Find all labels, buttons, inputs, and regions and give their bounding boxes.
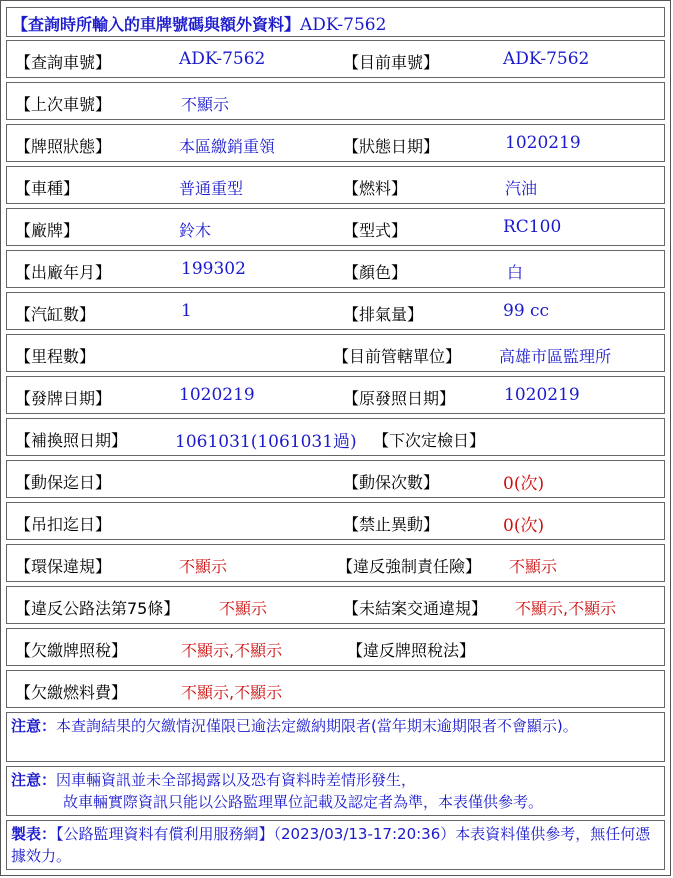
label-fuel: 【燃料】	[343, 179, 408, 198]
note-disclaimer-label: 注意：	[11, 771, 57, 789]
row-mileage	[6, 334, 665, 372]
label-displacement: 【排氣量】	[343, 305, 424, 324]
value-status-date: 1020219	[505, 133, 581, 153]
label-unpaid-fuel-fee: 【欠繳燃料費】	[15, 683, 128, 702]
value-reissue-date: 1061031(1061031過)	[175, 432, 357, 452]
label-brand: 【廠牌】	[15, 221, 80, 240]
value-orig-issue-date: 1020219	[504, 385, 580, 405]
note-overdue-text	[11, 715, 656, 737]
value-unpaid-fuel-fee: 不顯示,不顯示	[181, 683, 283, 702]
label-query-plate: 【查詢車號】	[15, 53, 112, 72]
label-license-tax-violation: 【違反牌照稅法】	[347, 641, 476, 660]
value-mfg-date: 199302	[181, 259, 246, 279]
title-label: 【查詢時所輸入的車牌號碼與額外資料】	[12, 15, 301, 34]
label-office: 【目前管轄單位】	[333, 347, 462, 366]
row-plate-status	[6, 124, 665, 162]
row-license-tax	[6, 628, 665, 666]
row-issue-date	[6, 376, 665, 414]
value-model: RC100	[503, 217, 562, 237]
label-color: 【顏色】	[343, 263, 408, 282]
value-unsettled-traffic: 不顯示,不顯示	[515, 599, 617, 618]
note-overdue	[6, 712, 665, 762]
label-lien-count: 【動保次數】	[343, 473, 440, 492]
value-displacement: 99 cc	[503, 301, 550, 321]
row-mfg-date	[6, 250, 665, 288]
label-mfg-date: 【出廠年月】	[15, 263, 112, 282]
value-plate-status: 本區繳銷重領	[179, 137, 276, 156]
footer-text	[11, 823, 656, 867]
label-reissue-date: 【補換照日期】	[15, 431, 128, 450]
value-highway-75: 不顯示	[219, 599, 268, 618]
footer-body: 【公路監理資料有償利用服務網】（2023/03/13-17:20:36）本表資料僅供參考，無任何憑據效力。	[11, 825, 651, 865]
row-highway-violation	[6, 586, 665, 624]
label-insurance-violation: 【違反強制責任險】	[337, 557, 482, 576]
label-cylinders: 【汽缸數】	[15, 305, 96, 324]
row-lien	[6, 460, 665, 498]
label-highway-75: 【違反公路法第75條】	[15, 599, 180, 618]
row-reissue-date	[6, 418, 665, 456]
row-previous-plate	[6, 82, 665, 120]
value-current-plate: ADK-7562	[503, 49, 590, 69]
row-fuel-fee	[6, 670, 665, 708]
note-overdue-body: 本查詢結果的欠繳情況僅限已逾法定繳納期限者(當年期末逾期限者不會顯示)。	[56, 717, 578, 735]
label-mileage: 【里程數】	[15, 347, 96, 366]
label-orig-issue-date: 【原發照日期】	[343, 389, 456, 408]
label-next-inspection: 【下次定檢日】	[373, 431, 486, 450]
label-unpaid-license-tax: 【欠繳牌照稅】	[15, 641, 128, 660]
label-env-violation: 【環保違規】	[15, 557, 112, 576]
label-previous-plate: 【上次車號】	[15, 95, 112, 114]
footer-label: 製表：	[11, 825, 57, 843]
title	[12, 12, 386, 35]
label-status-date: 【狀態日期】	[343, 137, 440, 156]
label-model: 【型式】	[343, 221, 408, 240]
row-brand	[6, 208, 665, 246]
row-plates	[6, 40, 665, 78]
title-plate: ADK-7562	[300, 15, 387, 35]
label-lien-until: 【動保迄日】	[15, 473, 112, 492]
value-brand: 鈴木	[179, 221, 212, 240]
value-vehicle-type: 普通重型	[179, 179, 244, 198]
value-issue-date: 1020219	[179, 385, 255, 405]
label-vehicle-type: 【車種】	[15, 179, 80, 198]
value-fuel: 汽油	[505, 179, 538, 198]
row-env-violation	[6, 544, 665, 582]
row-cylinders	[6, 292, 665, 330]
label-transfer-ban: 【禁止異動】	[343, 515, 440, 534]
label-revoke-until: 【吊扣迄日】	[15, 515, 112, 534]
row-vehicle-type	[6, 166, 665, 204]
value-color: 白	[507, 263, 524, 282]
note-disclaimer-line1: 因車輛資訊並未全部揭露以及恐有資料時差情形發生，	[56, 771, 417, 789]
label-unsettled-traffic: 【未結案交通違規】	[343, 599, 488, 618]
value-unpaid-license-tax: 不顯示,不顯示	[181, 641, 283, 660]
row-revoke	[6, 502, 665, 540]
note-disclaimer-line2: 故車輛實際資訊只能以公路監理單位記載及認定者為準，本表僅供參考。	[63, 793, 544, 811]
value-lien-count: 0(次)	[503, 474, 545, 494]
value-office: 高雄市區監理所	[499, 347, 612, 366]
value-insurance-violation: 不顯示	[509, 557, 558, 576]
note-disclaimer	[6, 766, 665, 816]
footer-source	[6, 820, 665, 870]
value-query-plate: ADK-7562	[179, 49, 266, 69]
note-disclaimer-text	[11, 769, 656, 813]
note-overdue-label: 注意：	[11, 717, 57, 735]
label-plate-status: 【牌照狀態】	[15, 137, 112, 156]
title-row	[6, 7, 665, 37]
value-env-violation: 不顯示	[179, 557, 228, 576]
value-previous-plate: 不顯示	[181, 95, 230, 114]
label-issue-date: 【發牌日期】	[15, 389, 112, 408]
label-current-plate: 【目前車號】	[343, 53, 440, 72]
value-cylinders: 1	[181, 301, 192, 321]
value-transfer-ban: 0(次)	[503, 516, 545, 536]
